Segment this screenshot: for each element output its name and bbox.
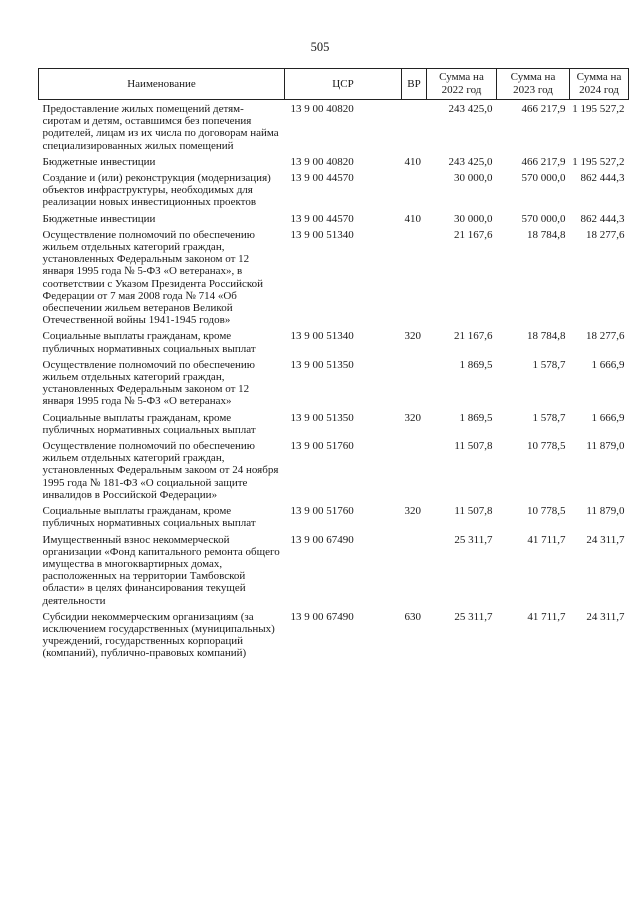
- row-csr: 13 9 00 40820: [290, 155, 354, 168]
- row-sum-2022: 30 000,0: [454, 172, 493, 185]
- row-vr: 630: [404, 610, 421, 623]
- row-sum-2022: 25 311,7: [454, 533, 493, 546]
- table-row: [39, 412, 629, 440]
- row-sum-2022: 243 425,0: [448, 103, 493, 115]
- row-csr: 13 9 00 51340: [290, 330, 354, 343]
- row-csr: 13 9 00 44570: [290, 172, 354, 185]
- row-sum-2022: 25 311,7: [454, 610, 493, 623]
- row-name: Социальные выплаты гражданам, кроме публичных нормативных социальных выплат: [42, 411, 256, 436]
- row-sum-2022: 243 425,0: [448, 155, 493, 168]
- row-vr: 320: [404, 505, 421, 518]
- table-header-row: [39, 69, 629, 100]
- row-sum-2022: 21 167,6: [454, 228, 493, 241]
- row-sum-2024: 18 277,6: [586, 330, 625, 343]
- row-sum-2024: 24 311,7: [586, 533, 625, 546]
- row-name: Создание и (или) реконструкция (модернизация) объектов инфраструктуры, необходимых для реализации новых инвестиционных проектов: [42, 172, 271, 209]
- row-vr: [402, 229, 427, 331]
- table-row: [39, 172, 629, 213]
- row-sum-2023: 466 217,9: [521, 103, 566, 115]
- row-vr: [402, 440, 427, 505]
- row-sum-2024: 862 444,3: [580, 212, 625, 225]
- header-vr: ВР: [402, 69, 427, 100]
- row-sum-2024: 1 195 527,2: [572, 103, 625, 115]
- header-sum-2024: Сумма на 2024 год: [570, 69, 629, 100]
- row-sum-2023: 1 578,7: [532, 411, 566, 424]
- row-sum-2022: 11 507,8: [454, 440, 493, 453]
- row-sum-2023: 41 711,7: [527, 533, 566, 546]
- row-name: Социальные выплаты гражданам, кроме публичных нормативных социальных выплат: [42, 505, 256, 530]
- row-vr: 410: [404, 212, 421, 225]
- row-sum-2024: 18 277,6: [586, 228, 625, 241]
- row-sum-2023: 18 784,8: [527, 330, 566, 343]
- row-sum-2023: 18 784,8: [527, 228, 566, 241]
- table-row: [39, 330, 629, 358]
- row-sum-2024: 24 311,7: [586, 610, 625, 623]
- row-csr: 13 9 00 67490: [290, 610, 354, 623]
- budget-table: [38, 68, 629, 664]
- row-name: Бюджетные инвестиции: [42, 212, 156, 225]
- table-row: [39, 213, 629, 229]
- table-row: [39, 359, 629, 412]
- row-csr: 13 9 00 51350: [290, 358, 354, 371]
- table-row: [39, 611, 629, 664]
- row-sum-2022: 30 000,0: [454, 212, 493, 225]
- row-sum-2023: 41 711,7: [527, 610, 566, 623]
- header-csr: ЦСР: [285, 69, 402, 100]
- header-name: Наименование: [39, 69, 285, 100]
- header-sum-2022: Сумма на 2022 год: [427, 69, 497, 100]
- row-vr: 320: [404, 330, 421, 343]
- row-name: Осуществление полномочий по обеспечению жильем отдельных категорий граждан, установленных Федеральным закоом от 24 ноября 1995 года № 181-ФЗ «О социальной защите инвалидов в Российской Федерации»: [42, 440, 279, 501]
- row-sum-2024: 1 195 527,2: [572, 155, 625, 168]
- row-name: Предоставление жилых помещений детям-сиротам и детям, оставшимся без попечения родителей, лицам из их числа по договорам найма специализированных жилых помещений: [42, 103, 279, 152]
- row-vr: 320: [404, 411, 421, 424]
- row-sum-2024: 11 879,0: [586, 440, 625, 453]
- row-sum-2022: 11 507,8: [454, 505, 493, 518]
- row-name: Имущественный взнос некоммерческой организации «Фонд капитального ремонта общего имущества в многоквартирных домах, расположенных на территории Тамбовской области» в целях финансирования текущей деятельности: [42, 533, 280, 607]
- row-csr: 13 9 00 44570: [290, 212, 354, 225]
- table-row: [39, 534, 629, 611]
- row-name: Осуществление полномочий по обеспечению жильем отдельных категорий граждан, установленных Федеральным законом от 12 января 1995 года № 5-ФЗ «О ветеранах»: [42, 358, 255, 408]
- header-sum-2023: Сумма на 2023 год: [497, 69, 570, 100]
- row-sum-2024: 862 444,3: [580, 172, 625, 185]
- row-csr: 13 9 00 40820: [290, 103, 354, 115]
- table-row: [39, 100, 629, 156]
- row-sum-2023: 570 000,0: [521, 212, 566, 225]
- row-sum-2022: 1 869,5: [459, 358, 493, 371]
- row-sum-2023: 466 217,9: [521, 155, 566, 168]
- row-sum-2024: 1 666,9: [591, 358, 625, 371]
- row-vr: [402, 534, 427, 611]
- row-sum-2022: 1 869,5: [459, 411, 493, 424]
- row-sum-2022: 21 167,6: [454, 330, 493, 343]
- row-sum-2023: 570 000,0: [521, 172, 566, 185]
- row-vr: [402, 100, 427, 156]
- row-vr: [402, 172, 427, 213]
- row-csr: 13 9 00 51760: [290, 440, 354, 453]
- table-row: [39, 505, 629, 533]
- row-name: Бюджетные инвестиции: [42, 155, 156, 168]
- row-csr: 13 9 00 67490: [290, 533, 354, 546]
- row-csr: 13 9 00 51760: [290, 505, 354, 518]
- page-number: 505: [310, 40, 330, 54]
- row-csr: 13 9 00 51340: [290, 228, 354, 241]
- row-name: Социальные выплаты гражданам, кроме публичных нормативных социальных выплат: [42, 330, 256, 355]
- row-name: Субсидии некоммерческим организациям (за исключением государственных (муниципальных) учреждений, государственных корпораций (компаний), публично-правовых компаний): [42, 610, 275, 660]
- row-name: Осуществление полномочий по обеспечению жильем отдельных категорий граждан, установленных Федеральным законом от 12 января 1995 года № 5-ФЗ «О ветеранах», в соответствии с Указом Президента Российской Федерации от 7 мая 2008 года № 714 «Об обеспечении жильем ветеранов Великой Отечественной войны 1941-1945 годов»: [42, 228, 264, 327]
- row-csr: 13 9 00 51350: [290, 411, 354, 424]
- table-row: [39, 440, 629, 505]
- row-sum-2023: 10 778,5: [527, 440, 566, 453]
- table-row: [39, 156, 629, 172]
- row-vr: [402, 359, 427, 412]
- table-row: [39, 229, 629, 331]
- row-vr: 410: [404, 155, 421, 168]
- row-sum-2023: 10 778,5: [527, 505, 566, 518]
- row-sum-2024: 11 879,0: [586, 505, 625, 518]
- row-sum-2023: 1 578,7: [532, 358, 566, 371]
- row-sum-2024: 1 666,9: [591, 411, 625, 424]
